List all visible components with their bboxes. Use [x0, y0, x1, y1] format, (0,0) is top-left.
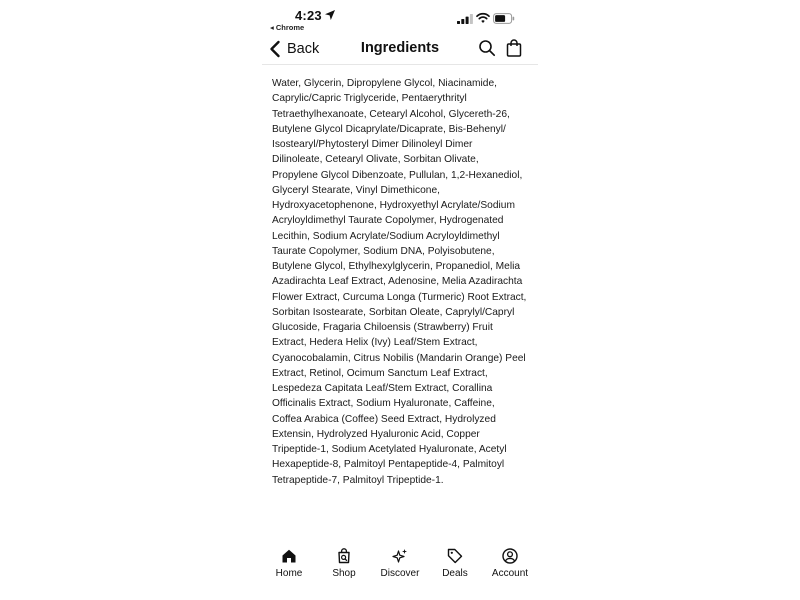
tab-account-label: Account: [491, 568, 529, 579]
status-time: 4:23: [295, 8, 322, 23]
tab-shop-label: Shop: [332, 568, 356, 579]
home-icon: [281, 548, 297, 564]
battery-icon: [493, 13, 515, 24]
tab-shop[interactable]: [317, 548, 371, 579]
tab-deals[interactable]: [428, 548, 482, 579]
nav-header: [262, 34, 538, 65]
tab-discover[interactable]: [373, 548, 427, 579]
shop-icon: [336, 548, 352, 564]
bottom-tab-bar: [262, 544, 538, 588]
tab-home[interactable]: [262, 548, 316, 579]
tab-deals-label: Deals: [442, 568, 468, 579]
phone-screen: [262, 0, 538, 600]
cellular-signal-icon: [457, 14, 473, 24]
tag-icon: [447, 548, 463, 564]
tab-discover-label: Discover: [380, 568, 420, 579]
status-bar: [262, 0, 538, 34]
search-icon[interactable]: [478, 39, 496, 57]
wifi-icon: [476, 12, 490, 24]
tab-account[interactable]: [483, 548, 537, 579]
back-to-app-link[interactable]: ◂ Chrome: [270, 23, 305, 32]
shopping-bag-icon[interactable]: [506, 39, 522, 57]
back-label: Back: [287, 41, 320, 57]
tab-home-label: Home: [275, 568, 303, 579]
sparkle-icon: [392, 548, 408, 564]
page-title: Ingredients: [360, 40, 440, 56]
location-arrow-icon: [324, 9, 336, 21]
account-icon: [502, 548, 518, 564]
ingredients-list: Water, Glycerin, Dipropylene Glycol, Niacinamide, Caprylic/Capric Triglyceride, Pentaerythrityl Tetraethylhexanoate, Cetearyl Alcohol, Glycereth-26, Butylene Glycol Dicaprylate/Dicaprate, Bis-Behenyl/ Isostearyl/Phytosteryl Dimer Dilinoleyl Dimer Dilinoleate, Cetearyl Olivate, Sorbitan Olivate, Propylene Glycol Dibenzoate, Pullulan, 1,2-Hexanediol, Glyceryl Stearate, Vinyl Dimethicone, Hydroxyacetophenone, Hydroxyethyl Acrylate/Sodium Acryloyldimethyl Taurate Copolymer, Hydrogenated Lecithin, Sodium Acrylate/Sodium Acryloyldimethyl Taurate Copolymer, Sodium DNA, Polyisobutene, Butylene Glycol, Ethylhexylglycerin, Propanediol, Melia Azadirachta Leaf Extract, Adenosine, Melia Azadirachta Flower Extract, Curcuma Longa (Turmeric) Root Extract, Sorbitan Isostearate, Sorbitan Oleate, Caprylyl/Capryl Glucoside, Fragaria Chiloensis (Strawberry) Fruit Extract, Hedera Helix (Ivy) Leaf/Stem Extract, Cyanocobalamin, Citrus Nobilis (Mandarin Orange) Peel Extract, Retinol, Ocimum Sanctum Leaf Extract, Lespedeza Capitata Leaf/Stem Extract, Corallina Officinalis Extract, Sodium Hyaluronate, Caffeine, Coffea Arabica (Coffee) Seed Extract, Hydrolyzed Extensin, Hydrolyzed Hyaluronic Acid, Copper Tripeptide-1, Sodium Acetylated Hyaluronate, Acetyl Hexapeptide-8, Palmitoyl Pentapeptide-4, Palmitoyl Tetrapeptide-7, Palmitoyl Tripeptide-1.: [272, 78, 527, 486]
